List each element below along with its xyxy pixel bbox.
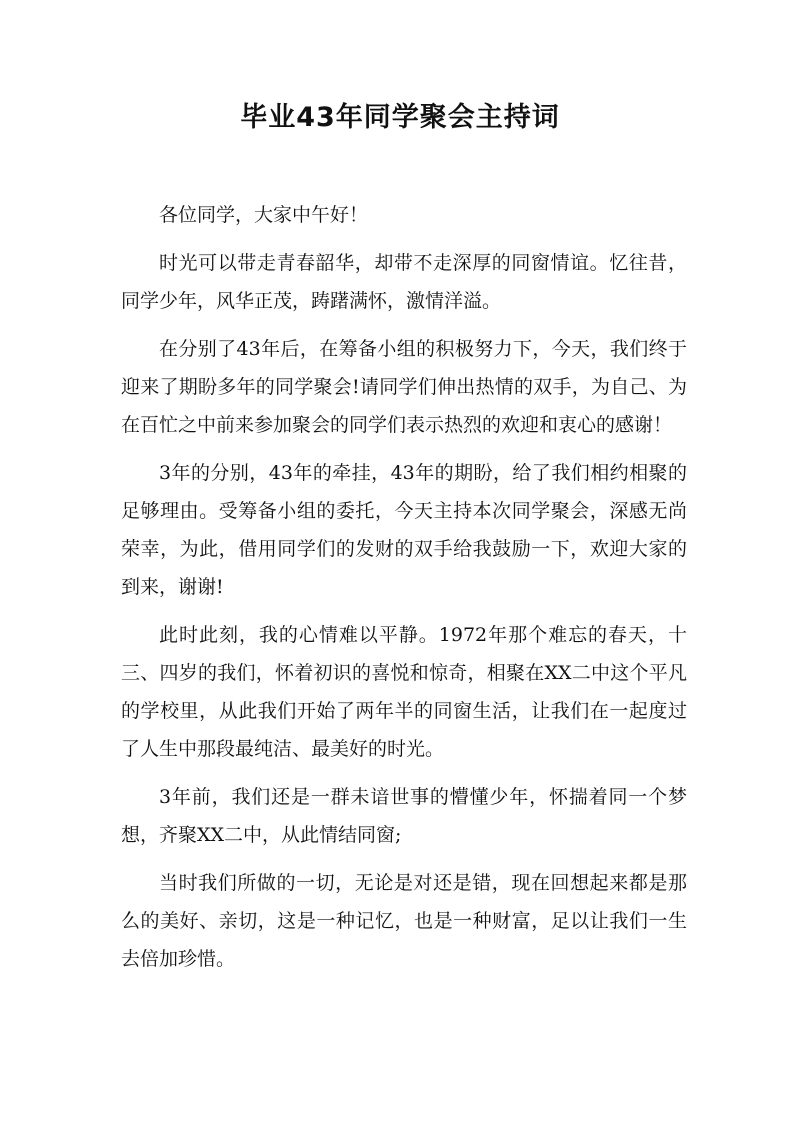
paragraph-reminiscence: 时光可以带走青春韶华，却带不走深厚的同窗情谊。忆往昔，同学少年，风华正茂，踌躇满怀，激情洋溢。 bbox=[121, 252, 687, 312]
document-body bbox=[121, 196, 687, 988]
paragraph-youth: 3年前，我们还是一群未谙世事的懵懂少年，怀揣着同一个梦想，齐聚XX二中，从此情结同窗; bbox=[121, 786, 687, 846]
paragraph-host-intro: 3年的分别，43年的牵挂，43年的期盼，给了我们相约相聚的足够理由。受筹备小组的委托，今天主持本次同学聚会，深感无尚荣幸，为此，借用同学们的发财的双手给我鼓励一下，欢迎大家的到来，谢谢! bbox=[121, 462, 687, 598]
paragraph-greeting: 各位同学，大家中午好！ bbox=[159, 204, 369, 226]
document-title: 毕业43年同学聚会主持词 bbox=[240, 102, 560, 133]
paragraph-memory-1972: 此时此刻，我的心情难以平静。1972年那个难忘的春天，十三、四岁的我们，怀着初识的喜悦和惊奇，相聚在XX二中这个平凡的学校里，从此我们开始了两年半的同窗生活，让我们在一起度过了人生中那段最纯洁、最美好的时光。 bbox=[121, 624, 687, 760]
paragraph-welcome: 在分别了43年后，在筹备小组的积极努力下，今天，我们终于迎来了期盼多年的同学聚会!请同学们伸出热情的双手，为自己、为在百忙之中前来参加聚会的同学们表示热烈的欢迎和衷心的感谢！ bbox=[121, 338, 687, 436]
paragraph-cherish: 当时我们所做的一切，无论是对还是错，现在回想起来都是那么的美好、亲切，这是一种记忆，也是一种财富，足以让我们一生去倍加珍惜。 bbox=[121, 872, 687, 970]
